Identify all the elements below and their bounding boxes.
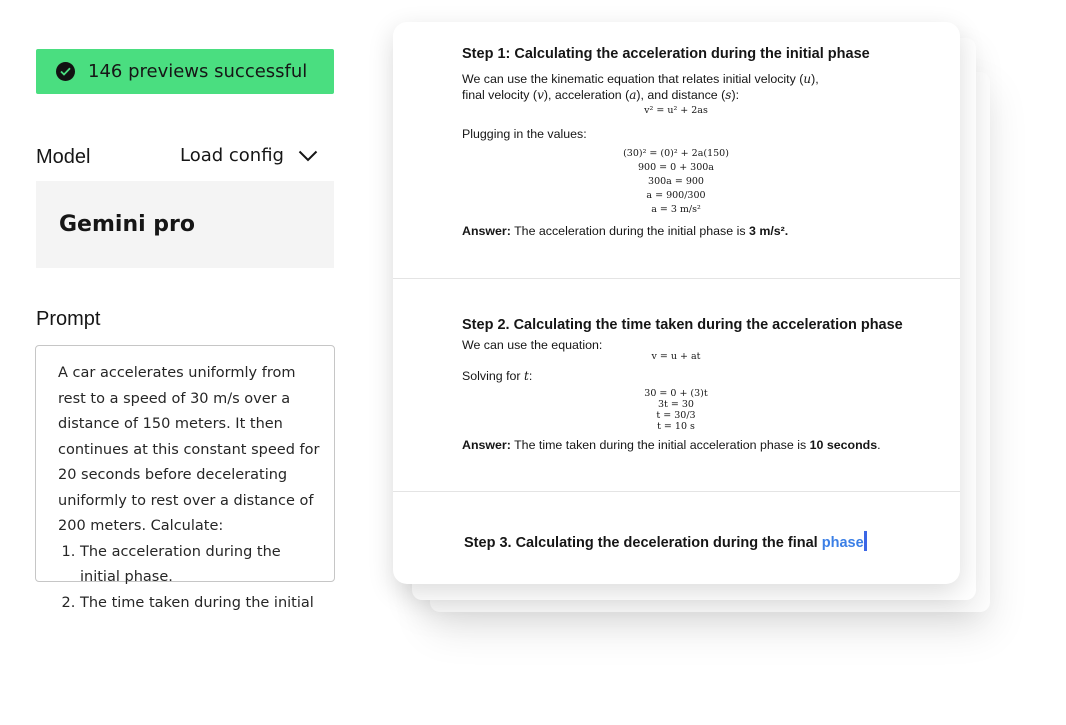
math-line: a = 3 m/s² — [651, 204, 701, 215]
step-1-equation: v² = u² + 2as — [644, 105, 708, 116]
step-1-intro: We can use the kinematic equation that relates initial velocity (u), final velocity (v), acceleration (a), and distance (s): — [462, 72, 819, 102]
math-line: 30 = 0 + (3)t — [644, 388, 708, 399]
math-line: 300a = 900 — [648, 176, 704, 187]
typing-text: phase — [821, 535, 864, 551]
prompt-label: Prompt — [36, 308, 101, 330]
prompt-list — [58, 540, 322, 617]
step-2-solving: Solving for t: — [462, 369, 533, 383]
step-2-equation: v = u + at — [651, 351, 701, 362]
math-line: (30)² = (0)² + 2a(150) — [623, 148, 729, 159]
prompt-input[interactable] — [35, 345, 335, 611]
section-divider — [393, 278, 960, 279]
step-2-answer: Answer: The time taken during the initial acceleration phase is 10 seconds. — [462, 438, 881, 452]
load-config-button[interactable] — [180, 145, 318, 166]
step-1-work — [462, 148, 890, 216]
step-2-section — [393, 317, 960, 452]
check-circle-icon — [56, 62, 75, 81]
step-1-answer: Answer: The acceleration during the initial phase is 3 m/s². — [462, 224, 789, 238]
step-3-section — [393, 531, 960, 551]
step-3-title: Step 3. Calculating the deceleration during the final phase — [464, 531, 960, 551]
step-2-work — [462, 388, 890, 433]
prompt-list-item: 2. The time taken during the initial — [80, 591, 322, 617]
math-line: 3t = 30 — [658, 399, 694, 410]
status-text: 146 previews successful — [88, 61, 308, 82]
text-caret — [864, 531, 867, 551]
math-line: a = 900/300 — [646, 190, 706, 201]
model-label: Model — [36, 146, 91, 168]
response-card — [393, 22, 960, 584]
step-1-section — [393, 46, 960, 238]
prompt-text: A car accelerates uniformly from rest to a speed of 30 m/s over a distance of 150 meters. It then continues at this constant speed for 20 seconds before decelerating uniformly to rest over a distance of 200 meters. Calculate: — [58, 365, 320, 534]
model-name: Gemini pro — [59, 212, 196, 237]
model-selector[interactable] — [36, 181, 334, 268]
load-config-label: Load config — [180, 145, 284, 166]
prompt-list-item: 1. The acceleration during the initial phase. — [80, 540, 322, 591]
step-1-title: Step 1: Calculating the acceleration during the initial phase — [462, 46, 870, 62]
chevron-down-icon — [298, 150, 318, 162]
step-2-intro: We can use the equation: — [462, 338, 603, 352]
math-line: t = 10 s — [657, 421, 695, 432]
status-banner — [36, 49, 334, 94]
step-1-plugging-label: Plugging in the values: — [462, 127, 587, 141]
section-divider — [393, 491, 960, 492]
step-2-title: Step 2. Calculating the time taken during the acceleration phase — [462, 317, 903, 333]
math-line: t = 30/3 — [656, 410, 696, 421]
math-line: 900 = 0 + 300a — [638, 162, 714, 173]
